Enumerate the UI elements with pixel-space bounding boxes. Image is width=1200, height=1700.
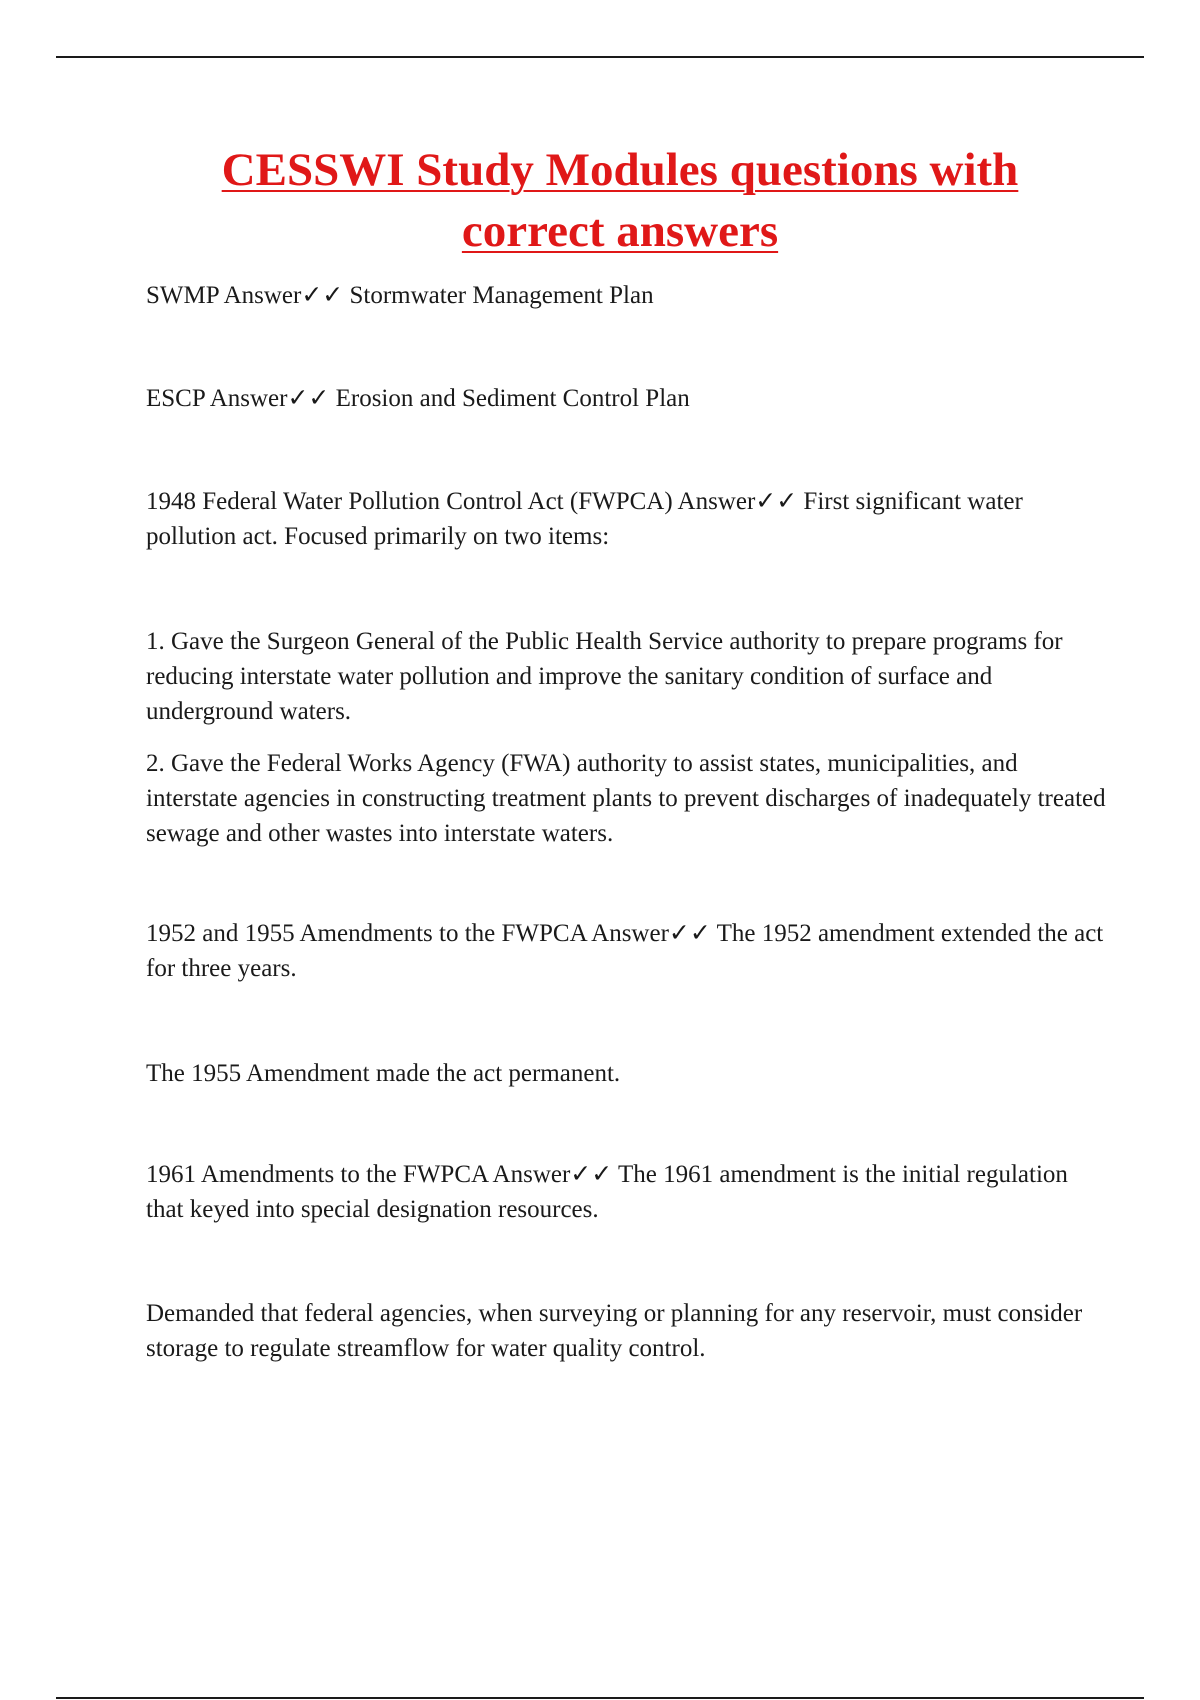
paragraph-amendments-1961: 1961 Amendments to the FWPCA Answer✓✓ The 1961 amendment is the initial regulation that keyed into special designation resources. bbox=[146, 1161, 1068, 1223]
header-rule bbox=[56, 56, 1144, 58]
footer-rule bbox=[56, 1697, 1144, 1699]
paragraph-amendments-1952-1955: 1952 and 1955 Amendments to the FWPCA Answer✓✓ The 1952 amendment extended the act for three years. bbox=[146, 920, 1104, 982]
paragraph-item-2: 2. Gave the Federal Works Agency (FWA) authority to assist states, municipalities, and interstate agencies in constructing treatment plants to prevent discharges of inadequately treated sewage and other wastes into interstate waters. bbox=[146, 750, 1106, 847]
paragraph-item-1: 1. Gave the Surgeon General of the Public Health Service authority to prepare programs for reducing interstate water pollution and improve the sanitary condition of surface and underground waters. bbox=[146, 628, 1063, 725]
paragraph-swmp: SWMP Answer✓✓ Stormwater Management Plan bbox=[146, 282, 654, 309]
paragraph-amendment-1955: The 1955 Amendment made the act permanent. bbox=[146, 1060, 621, 1087]
paragraph-fwpca-1948: 1948 Federal Water Pollution Control Act (FWPCA) Answer✓✓ First significant water pollution act. Focused primarily on two items: bbox=[146, 488, 1023, 550]
paragraph-federal-agencies: Demanded that federal agencies, when surveying or planning for any reservoir, must consider storage to regulate streamflow for water quality control. bbox=[146, 1300, 1083, 1362]
document-title: CESSWI Study Modules questions with correct answers bbox=[221, 144, 1019, 257]
paragraph-escp: ESCP Answer✓✓ Erosion and Sediment Control Plan bbox=[146, 385, 690, 412]
